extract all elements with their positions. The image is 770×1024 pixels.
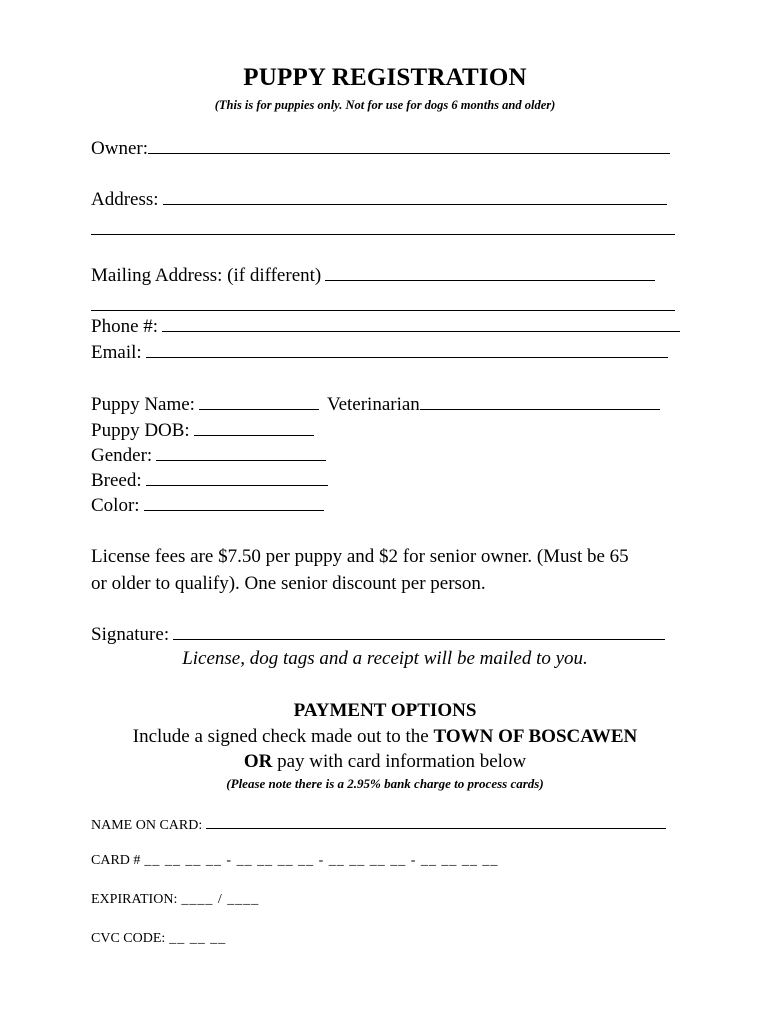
owner-label: Owner: <box>91 138 148 159</box>
phone-field[interactable] <box>162 314 680 332</box>
address-row <box>91 187 667 211</box>
expiration-row <box>91 892 259 908</box>
breed-row <box>91 468 328 492</box>
puppy-dob-label: Puppy DOB: <box>91 420 190 441</box>
license-fees-line-1: License fees are $7.50 per puppy and $2 for senior owner. (Must be 65 <box>91 546 629 567</box>
veterinarian-label: Veterinarian <box>326 394 420 415</box>
name-on-card-label: NAME ON CARD: <box>91 818 203 833</box>
expiration-label: EXPIRATION: <box>91 892 178 907</box>
puppy-dob-field[interactable] <box>194 418 314 436</box>
mailing-label: Mailing Address: (if different) <box>91 265 322 286</box>
phone-row <box>91 314 680 338</box>
or-text: OR <box>243 751 273 772</box>
signature-field[interactable] <box>173 622 665 640</box>
signature-row <box>91 622 665 646</box>
email-label: Email: <box>91 342 142 363</box>
payment-line-2-text: pay with card information below <box>272 751 527 772</box>
mailing-field-line-2[interactable] <box>91 310 675 311</box>
gender-field[interactable] <box>156 443 326 461</box>
license-fees-text <box>91 543 681 597</box>
payment-line-2 <box>0 751 770 773</box>
email-row <box>91 340 668 364</box>
gender-row <box>91 443 326 467</box>
puppy-name-row <box>91 392 660 416</box>
page-title: PUPPY REGISTRATION <box>243 64 527 91</box>
cvc-label: CVC CODE: <box>91 931 166 946</box>
email-field[interactable] <box>146 340 668 358</box>
card-number-field[interactable]: __ __ __ __ - __ __ __ __ - __ __ __ __ - __ __ __ __ <box>144 853 499 868</box>
breed-label: Breed: <box>91 470 142 491</box>
gender-label: Gender: <box>91 445 153 466</box>
license-fees-line-2: or older to qualify). One senior discount per person. <box>91 573 486 594</box>
puppy-dob-row <box>91 418 314 442</box>
mailing-field[interactable] <box>325 263 655 281</box>
card-number-row <box>91 853 498 869</box>
veterinarian-field[interactable] <box>420 392 660 410</box>
cvc-field[interactable]: __ __ __ <box>169 931 227 946</box>
color-field[interactable] <box>144 493 324 511</box>
puppy-name-label: Puppy Name: <box>91 394 195 415</box>
color-label: Color: <box>91 495 140 516</box>
color-row <box>91 493 324 517</box>
owner-row <box>91 136 670 160</box>
owner-field[interactable] <box>148 136 670 154</box>
phone-label: Phone #: <box>91 316 159 337</box>
card-number-label: CARD # <box>91 853 141 868</box>
mailing-note: License, dog tags and a receipt will be mailed to you. <box>182 648 588 669</box>
expiration-field[interactable]: ____ / ____ <box>181 892 260 907</box>
page-subtitle: (This is for puppies only. Not for use for dogs 6 months and older) <box>214 98 556 112</box>
town-name: TOWN OF BOSCAWEN <box>433 726 638 747</box>
mailing-row <box>91 263 655 287</box>
payment-options-heading: PAYMENT OPTIONS <box>293 700 477 721</box>
address-field-line-2[interactable] <box>91 234 675 235</box>
address-field[interactable] <box>163 187 667 205</box>
name-on-card-field[interactable] <box>206 815 666 829</box>
breed-field[interactable] <box>146 468 328 486</box>
payment-line-1-text: Include a signed check made out to the <box>132 726 434 747</box>
name-on-card-row <box>91 815 666 834</box>
address-label: Address: <box>91 189 159 210</box>
bank-charge-note: (Please note there is a 2.95% bank charge to process cards) <box>226 776 544 791</box>
cvc-row <box>91 931 226 947</box>
payment-line-1 <box>0 726 770 748</box>
puppy-name-field[interactable] <box>199 392 319 410</box>
signature-label: Signature: <box>91 624 170 645</box>
